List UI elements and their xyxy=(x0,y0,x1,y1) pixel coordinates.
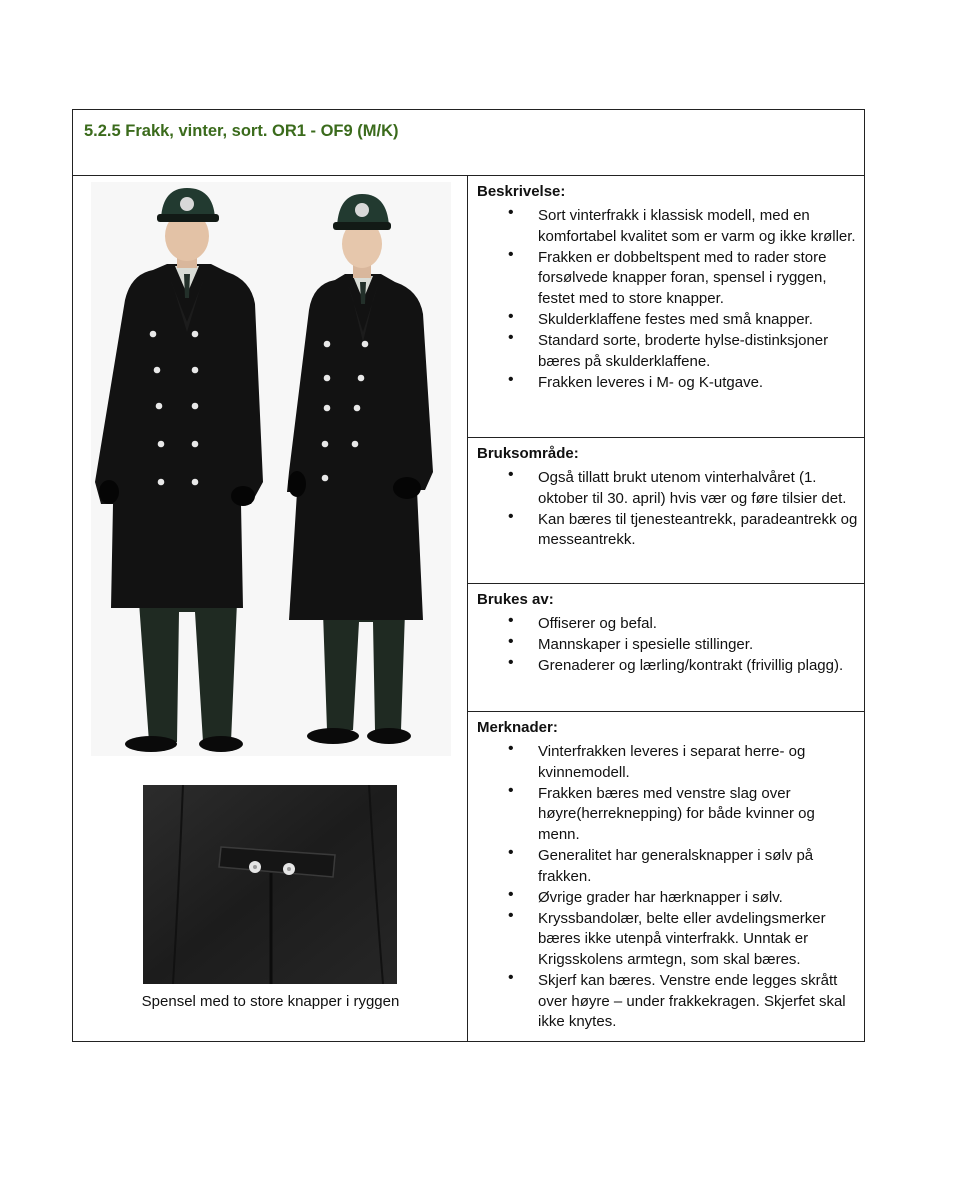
section-heading: Bruksområde: xyxy=(477,445,579,462)
section-heading: Beskrivelse: xyxy=(477,183,566,200)
bullet-icon: • xyxy=(508,906,514,924)
bullet-list xyxy=(468,742,858,1033)
section-heading: Brukes av: xyxy=(477,591,554,608)
list-item: • Standard sorte, broderte hylse-distinksjoner bæres på skulderklaffene. xyxy=(508,329,829,370)
uniform-spec-table xyxy=(72,109,865,1042)
bullet-icon: • xyxy=(508,885,514,903)
list-item: • Også tillatt brukt utenom vinterhalvåret (1. oktober til 30. april) hvis vær og føre tilsier det. xyxy=(508,466,847,507)
bullet-icon: • xyxy=(508,843,514,861)
list-item: • Grenaderer og lærling/kontrakt (frivillig plagg). xyxy=(508,654,844,675)
list-item: • Skulderklaffene festes med små knapper. xyxy=(508,307,813,328)
coat-back-detail-photo xyxy=(143,785,397,984)
bullet-icon: • xyxy=(508,329,514,347)
page-title: 5.2.5 Frakk, vinter, sort. OR1 - OF9 (M/K) xyxy=(84,122,399,140)
bullet-icon: • xyxy=(508,654,514,672)
section-merknader xyxy=(468,712,864,1041)
bullet-icon: • xyxy=(508,781,514,799)
section-brukes-av xyxy=(468,584,864,712)
list-item: • Frakken bæres med venstre slag over høyre(herreknepping) for både kvinner og menn. xyxy=(508,781,815,843)
bullet-list xyxy=(468,468,858,551)
list-item: • Skjerf kan bæres. Venstre ende legges skrått over høyre – under frakkekragen. Skjerfet skal ikke knytes. xyxy=(508,969,846,1031)
list-item: • Kryssbandolær, belte eller avdelingsmerker bæres ikke utenpå vinterfrakk. Unntak er Krigsskolens armtegn, som skal bæres. xyxy=(508,906,826,968)
image-caption: Spensel med to store knapper i ryggen xyxy=(141,993,400,1010)
bullet-icon: • xyxy=(508,204,514,221)
bullet-icon: • xyxy=(508,466,514,483)
list-item: • Frakken leveres i M- og K-utgave. xyxy=(508,370,764,391)
list-item: • Generalitet har generalsknapper i sølv på frakken. xyxy=(508,843,814,885)
bullet-icon: • xyxy=(508,969,514,987)
bullet-icon: • xyxy=(508,633,514,651)
bullet-icon: • xyxy=(508,612,514,629)
bullet-icon: • xyxy=(508,370,514,388)
list-item: • Kan bæres til tjenesteantrekk, paradeantrekk og messeantrekk. xyxy=(508,507,858,549)
section-beskrivelse xyxy=(468,176,864,438)
list-item: • Offiserer og befal. xyxy=(508,612,657,632)
list-item: • Frakken er dobbeltspent med to rader store forsølvede knapper foran, spensel i ryggen, festet med to store knapper. xyxy=(508,245,827,307)
list-item: • Øvrige grader har hærknapper i sølv. xyxy=(508,885,783,906)
bullet-list xyxy=(468,614,858,677)
bullet-list xyxy=(468,206,858,394)
bullet-icon: • xyxy=(508,307,514,325)
list-item: • Sort vinterfrakk i klassisk modell, med en komfortabel kvalitet som er varm og ikke krøller. xyxy=(508,204,856,245)
section-heading: Merknader: xyxy=(477,719,558,736)
list-item: • Mannskaper i spesielle stillinger. xyxy=(508,633,754,654)
image-column xyxy=(73,176,468,1041)
section-bruksomrade xyxy=(468,438,864,584)
bullet-icon: • xyxy=(508,507,514,525)
coat-front-photo xyxy=(91,182,451,756)
info-column xyxy=(468,176,864,1041)
bullet-icon: • xyxy=(508,245,514,263)
bullet-icon: • xyxy=(508,740,514,757)
list-item: • Vinterfrakken leveres i separat herre- og kvinnemodell. xyxy=(508,740,806,781)
title-row xyxy=(73,110,864,176)
